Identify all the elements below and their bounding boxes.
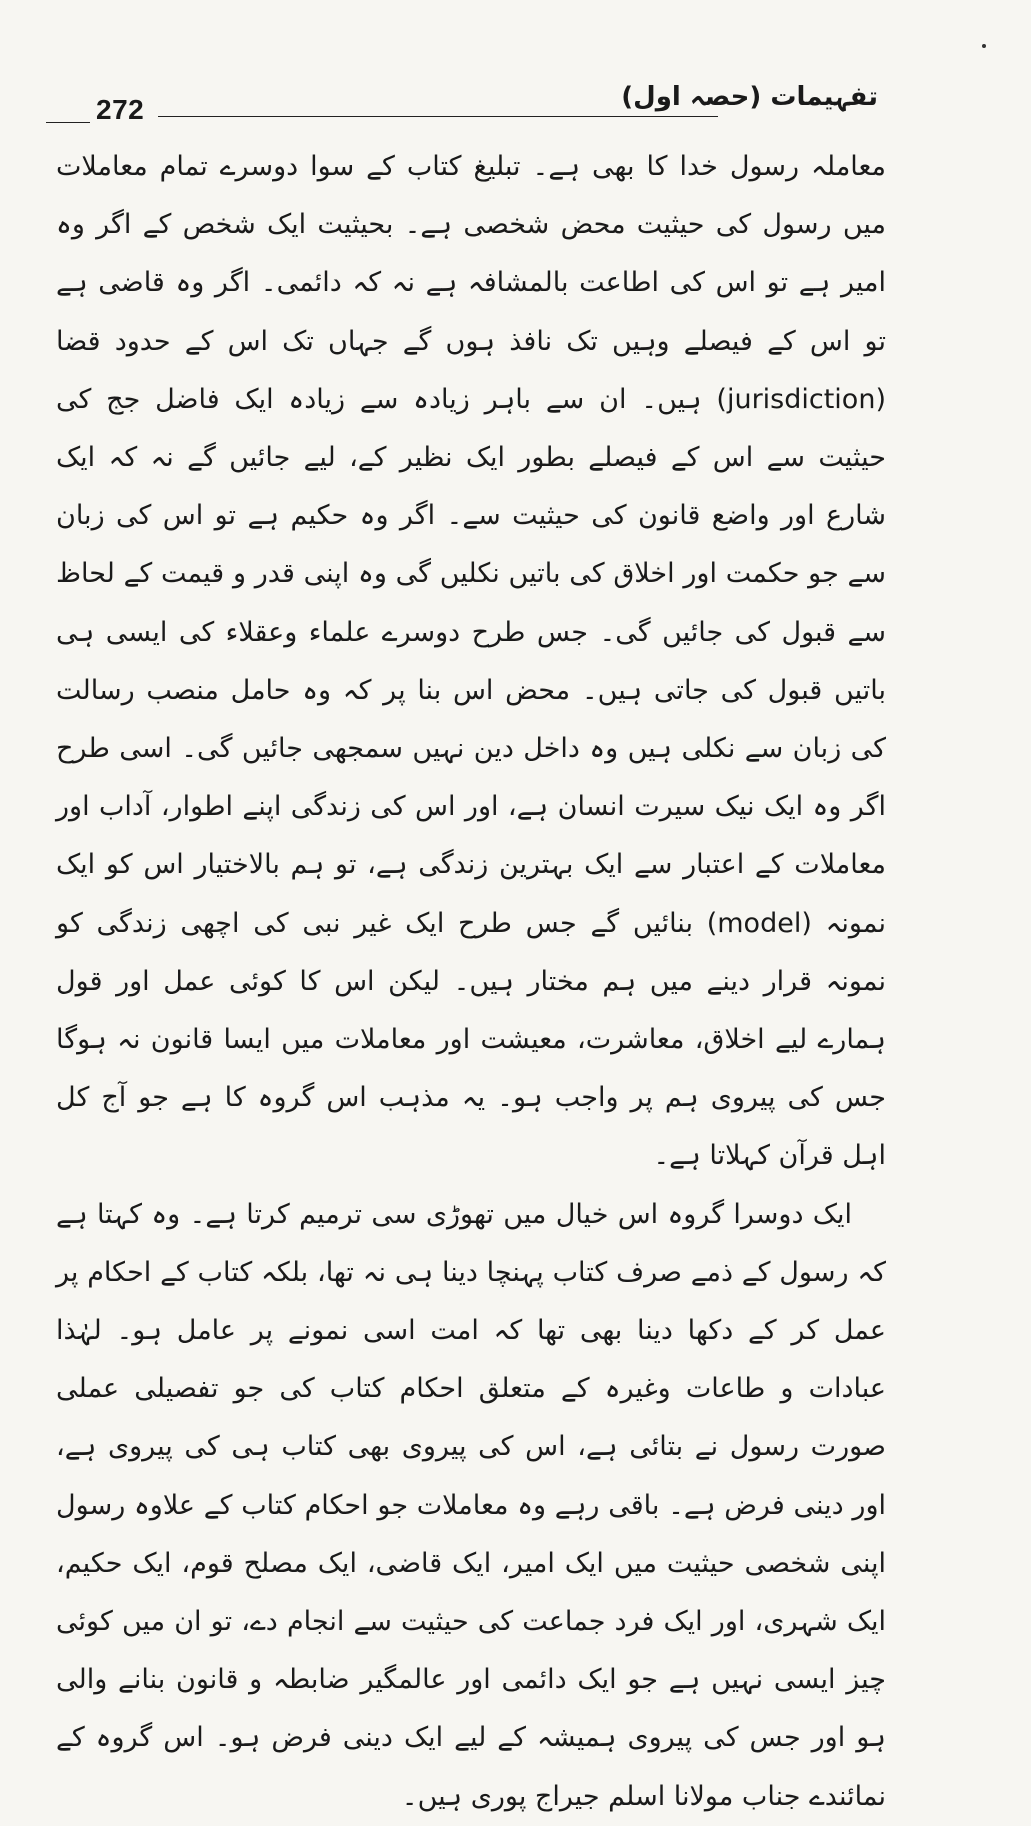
header-rule <box>158 116 718 117</box>
paragraph-2: ایک دوسرا گروہ اس خیال میں تھوڑی سی ترمیم کرتا ہے۔ وہ کہتا ہے کہ رسول کے ذمے صرف کتاب پہنچا دینا ہی نہ تھا، بلکہ کتاب کے احکام پر عمل کر کے دکھا دینا بھی تھا کہ امت اسی نمونے پر عامل ہو۔ لہٰذا عبادات و طاعات وغیرہ کے متعلق احکام کتاب کی جو تفصیلی عملی صورت رسول نے بتائی ہے، اس کی پیروی بھی کتاب ہی کی پیروی ہے، اور دینی فرض ہے۔ باقی رہے وہ معاملات جو احکام کتاب کے علاوہ رسول اپنی شخصی حیثیت میں ایک امیر، ایک قاضی، ایک مصلح قوم، ایک حکیم، ایک شہری، اور ایک فرد جماعت کی حیثیت سے انجام دے، تو ان میں کوئی چیز ایسی نہیں ہے جو ایک دائمی اور عالمگیر ضابطہ و قانون بنانے والی ہو اور جس کی پیروی ہمیشہ کے لیے ایک دینی فرض ہو۔ اس گروہ کے نمائندے جناب مولانا اسلم جیراج پوری ہیں۔ <box>56 1198 886 1812</box>
body-text <box>56 138 887 1812</box>
running-title: تفہیمات (حصہ اول) <box>621 82 878 112</box>
page-header <box>46 78 878 130</box>
paragraph-1: معاملہ رسول خدا کا بھی ہے۔ تبلیغ کتاب کے سوا دوسرے تمام معاملات میں رسول کی حیثیت محض شخصی ہے۔ بحیثیت ایک شخص کے اگر وہ امیر ہے تو اس کی اطاعت بالمشافہ ہے نہ کہ دائمی۔ اگر وہ قاضی ہے تو اس کے فیصلے وہیں تک نافذ ہوں گے جہاں تک اس کے حدود قضا (jurisdiction) ہیں۔ ان سے باہر زیادہ سے زیادہ ایک فاضل جج کی حیثیت سے اس کے فیصلے بطور ایک نظیر کے، لیے جائیں گے نہ کہ ایک شارع اور واضع قانون کی حیثیت سے۔ اگر وہ حکیم ہے تو اس کی زبان سے جو حکمت اور اخلاق کی باتیں نکلیں گی وہ اپنی قدر و قیمت کے لحاظ سے قبول کی جائیں گی۔ جس طرح دوسرے علماء وعقلاء کی ایسی ہی باتیں قبول کی جاتی ہیں۔ محض اس بنا پر کہ وہ حامل منصب رسالت کی زبان سے نکلی ہیں وہ داخل دین نہیں سمجھی جائیں گی۔ اسی طرح اگر وہ ایک نیک سیرت انسان ہے، اور اس کی زندگی اپنے اطوار، آداب اور معاملات کے اعتبار سے ایک بہترین زندگی ہے، تو ہم بالاختیار اس کو ایک نمونہ (model) بنائیں گے جس طرح ایک غیر نبی کی اچھی زندگی کو نمونہ قرار دینے میں ہم مختار ہیں۔ لیکن اس کا کوئی عمل اور قول ہمارے لیے اخلاق، معاشرت، معیشت اور معاملات میں ایسا قانون نہ ہوگا جس کی پیروی ہم پر واجب ہو۔ یہ مذہب اس گروہ کا ہے جو آج کل اہل قرآن کہلاتا ہے۔ <box>56 151 887 1172</box>
scan-speck <box>982 44 986 48</box>
page-number: 272 <box>96 94 145 125</box>
header-rule-left <box>46 122 90 123</box>
